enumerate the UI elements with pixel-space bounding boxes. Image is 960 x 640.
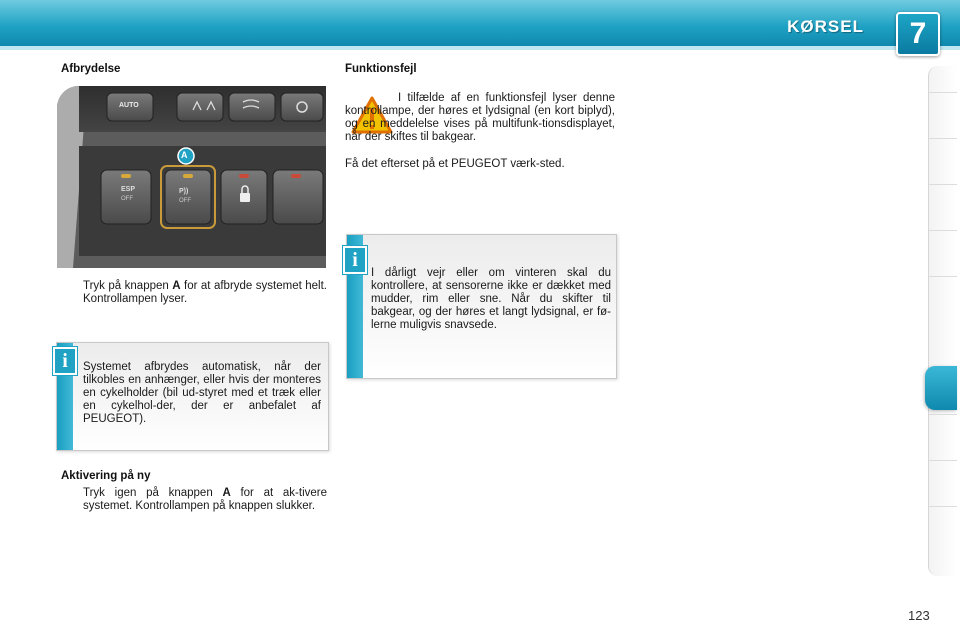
info-icon: i	[343, 246, 367, 274]
header-divider	[0, 46, 960, 50]
service-text: Få det efterset på et PEUGEOT værk-sted.	[345, 158, 565, 170]
chapter-number-badge: 7	[896, 12, 940, 56]
section-heading-disable: Afbrydelse	[61, 63, 121, 75]
chapter-tab[interactable]	[929, 460, 957, 505]
info-box-automatic	[56, 342, 329, 451]
section-heading-fault: Funktionsfejl	[345, 63, 417, 75]
bullet-text: for at ak-tivere systemet. Kontrollampen på knappen slukker.	[83, 487, 327, 512]
esp-button-label: ESP	[121, 186, 136, 193]
esp-off-label: OFF	[121, 196, 133, 202]
chapter-tab[interactable]	[929, 138, 957, 183]
info-text: Systemet afbrydes automatisk, når der tilkobles en anhænger, eller hvis der monteres en cykelholder (bil ud-styret med et træk eller en cykelhol-der, der er anbefalet af PEUGEOT).	[83, 361, 321, 425]
chapter-tab[interactable]	[929, 414, 957, 459]
chapter-tab-active[interactable]	[925, 366, 957, 410]
page-number: 123	[908, 608, 930, 623]
callout-letter: A	[181, 150, 188, 160]
chapter-tab[interactable]	[929, 506, 957, 551]
chapter-tab[interactable]	[929, 92, 957, 137]
chapter-tab[interactable]	[929, 276, 957, 321]
chapter-tab[interactable]	[929, 230, 957, 275]
bullet-disable	[61, 280, 327, 310]
sensor-off-label: OFF	[179, 198, 191, 204]
info-icon: i	[53, 347, 77, 375]
bullet-reactivate	[61, 487, 327, 529]
fault-warning-text: I tilfælde af en funktionsfejl lyser denne kontrollampe, der høres et lydsignal (en kort biplyd), og en meddelelse vises på multifunk-tionsdisplayet, når der skiftes til bakgear.	[345, 92, 615, 143]
sensor-button-label: P))	[179, 188, 189, 195]
bullet-text: Tryk på knappen	[83, 280, 173, 292]
bullet-text: Tryk igen på knappen	[83, 487, 223, 499]
chapter-tabs	[928, 66, 957, 576]
button-panel-photo	[57, 86, 326, 268]
chapter-tab[interactable]	[929, 184, 957, 229]
button-letter: A	[172, 280, 181, 292]
button-letter: A	[222, 487, 231, 499]
info-text: I dårligt vejr eller om vinteren skal du kontrollere, at sensorerne ikke er dækket med mudder, rim eller sne. Når du skifter til bakgear, og der høres et langt lydsignal, er fø-lerne muligvis snavsede.	[371, 267, 611, 331]
auto-button-label: AUTO	[119, 102, 139, 109]
bullet-text: for at afbryde systemet helt. Kontrollampen lyser.	[83, 280, 328, 305]
button-panel-illustration	[57, 86, 326, 268]
chapter-title: KØRSEL	[787, 17, 864, 36]
info-box-weather	[346, 234, 617, 379]
section-heading-reactivate: Aktivering på ny	[61, 470, 151, 482]
